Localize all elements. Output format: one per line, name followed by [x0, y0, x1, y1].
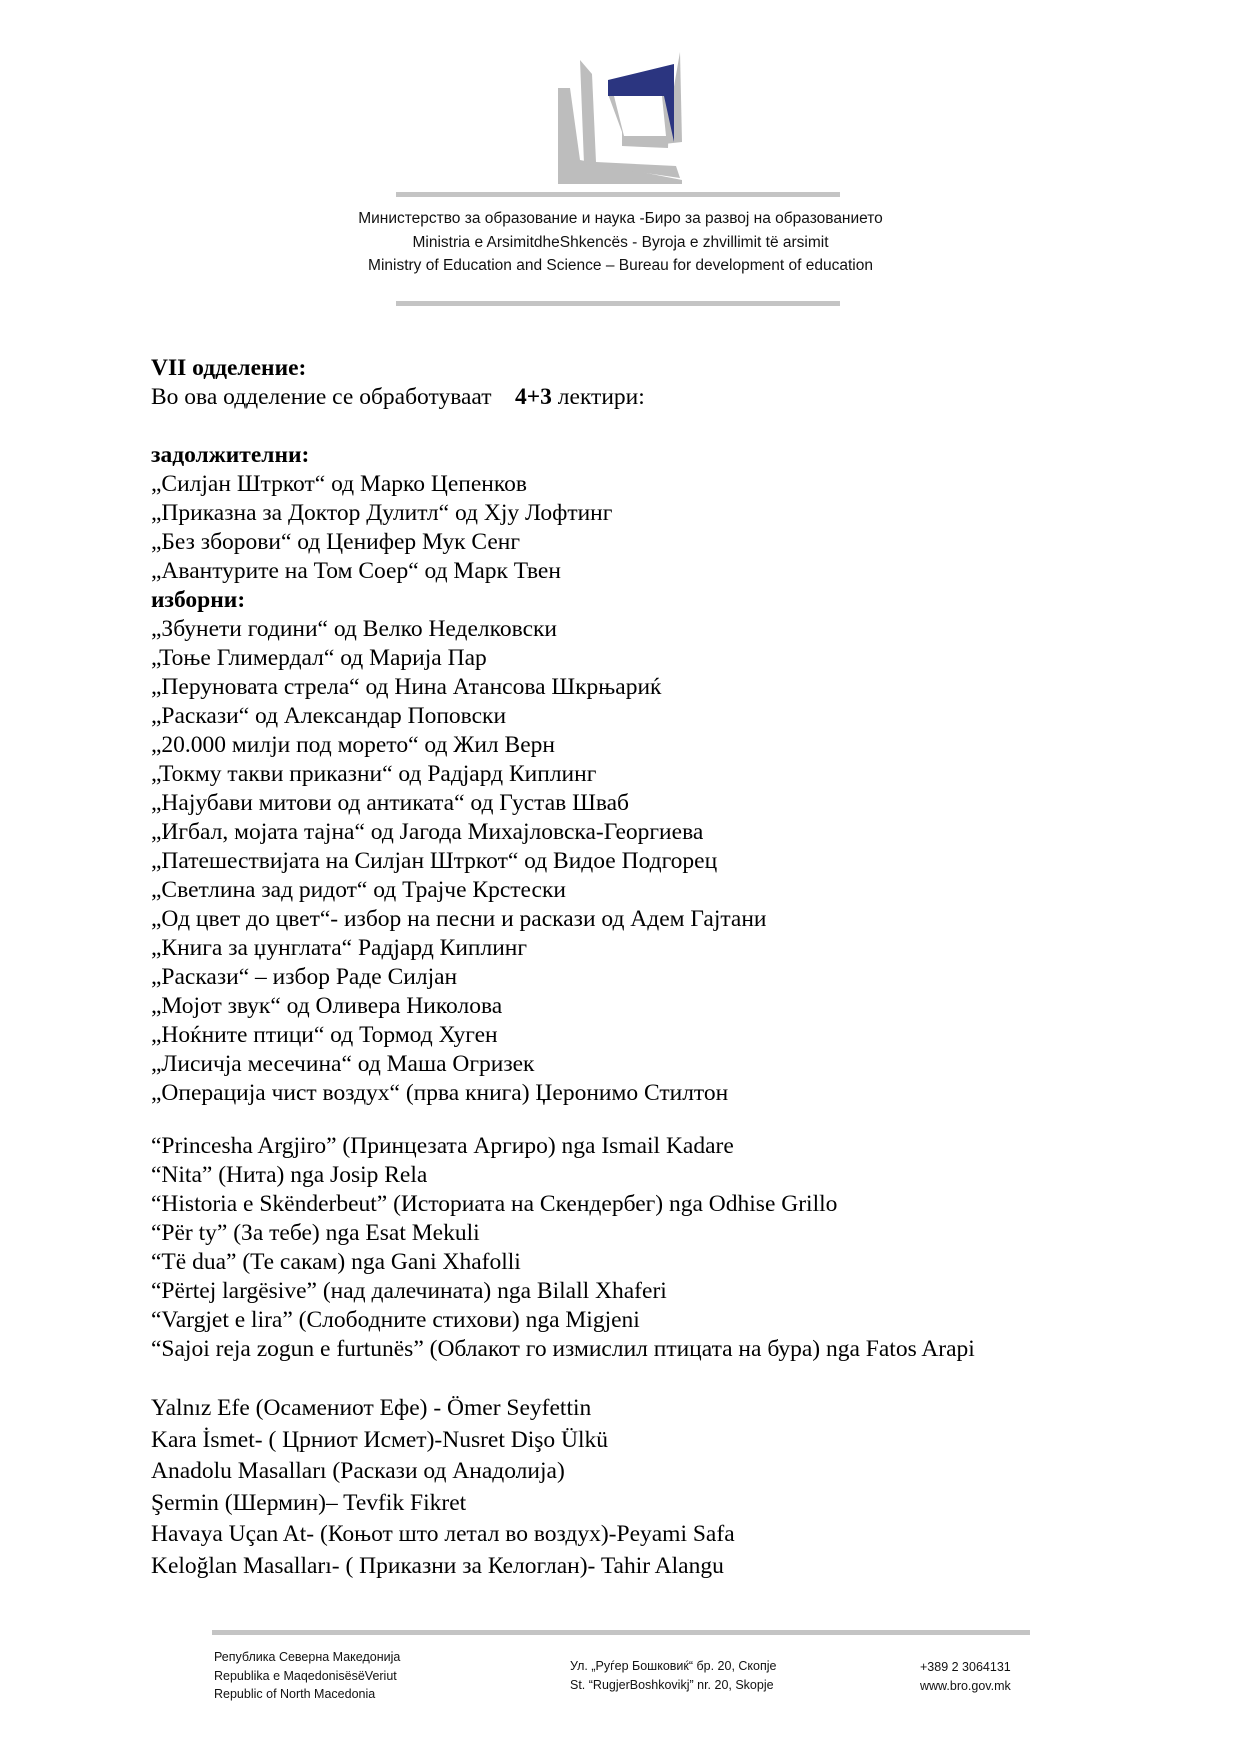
reading-list-albanian [151, 1132, 975, 1364]
list-item: Yalnız Efe (Осамениот Ефе) - Ömer Seyfettin [151, 1395, 592, 1421]
list-item: „Игбал, мојата тајна“ од Јагода Михајловска-Георгиева [151, 819, 704, 845]
list-item: „Силјан Штркот“ од Марко Цепенков [151, 471, 527, 497]
footer-rule [212, 1630, 1030, 1635]
reading-list-turkish [151, 1393, 735, 1583]
list-item: „Од цвет до цвет“- избор на песни и раскази од Адем Гајтани [151, 906, 767, 932]
phone-number: +389 2 3064131 [920, 1660, 1011, 1674]
list-item: Şermin (Шермин)– Tevfik Fikret [151, 1489, 467, 1516]
organization-name [0, 207, 1241, 278]
mandatory-list [151, 470, 1151, 586]
list-item: „20.000 милји под морето“ од Жил Верн [151, 732, 555, 758]
list-item: “Përtej largësive” (над далечината) nga Bilall Xhaferi [151, 1278, 667, 1304]
footer-contact [920, 1658, 1011, 1695]
reading-list-macedonian [151, 354, 1151, 1108]
list-item: “Sajoi reja zogun e furtunës” (Облакот го измислил птицата на бура) nga Fatos Arapi [151, 1336, 975, 1362]
list-item: „Перуновата стрела“ од Нина Атансова Шкрњариќ [151, 674, 662, 700]
address-sq: St. “RugjerBoshkovikj” nr. 20, Skopje [570, 1677, 774, 1692]
list-item: Keloğlan Masalları- ( Приказни за Келоглан)- Tahir Alangu [151, 1552, 724, 1579]
list-item: „Книга за џунглата“ Радјард Киплинг [151, 935, 528, 961]
intro-text [151, 383, 1151, 412]
list-item: “Historia e Skënderbeut” (Историата на Скендербег) nga Odhise Grillo [151, 1191, 838, 1217]
country-sq: Republika e MaqedonisësëVeriut [214, 1668, 397, 1683]
bro-logo-icon [558, 52, 686, 184]
list-item: “Vargjet e lira” (Слободните стихови) nga Migjeni [151, 1307, 640, 1333]
list-item: „Мојот звук“ од Оливера Николова [151, 993, 503, 1019]
list-item: Havaya Uçan At- (Коњот што летал во воздух)-Peyami Safa [151, 1521, 735, 1548]
list-item: „Збунети години“ од Велко Неделковски [151, 616, 558, 642]
org-name-sq: Ministria e ArsimitdheShkencës - Byroja e zhvillimit të arsimit [412, 233, 829, 251]
list-item: „Најубави митови од антиката“ од Густав Шваб [151, 790, 629, 816]
list-item: „Ноќните птици“ од Тормод Хуген [151, 1022, 498, 1048]
list-item: „Токму такви приказни“ од Радјард Киплинг [151, 761, 597, 787]
list-item: „Приказна за Доктор Дулитл“ од Хју Лофтинг [151, 500, 613, 526]
list-item: „Лисичја месечина“ од Маша Огризек [151, 1051, 535, 1077]
list-item: „Авантурите на Том Соер“ од Марк Твен [151, 558, 561, 584]
optional-list [151, 615, 1151, 1108]
website-link[interactable]: www.bro.gov.mk [920, 1678, 1011, 1693]
mandatory-heading: задолжителни: [151, 442, 310, 468]
footer-country [214, 1648, 400, 1704]
optional-heading: изборни: [151, 587, 246, 613]
list-item: „Без зборови“ од Ценифер Мук Сенг [151, 529, 520, 555]
list-item: „Тоње Глимердал“ од Марија Пар [151, 645, 487, 671]
list-item: “Për ty” (За тебе) nga Esat Mekuli [151, 1220, 480, 1246]
list-item: “Të dua” (Те сакам) nga Gani Xhafolli [151, 1249, 521, 1275]
country-en: Republic of North Macedonia [214, 1687, 376, 1701]
intro-suffix: лектири: [557, 384, 645, 410]
list-item: „Раскази“ од Александар Поповски [151, 703, 507, 729]
grade-heading: VII одделение: [151, 355, 307, 381]
footer-address [570, 1657, 777, 1694]
address-mk: Ул. „Руѓер Бошковиќ“ бр. 20, Скопје [570, 1659, 777, 1673]
list-item: “Nita” (Нита) nga Josip Rela [151, 1162, 428, 1188]
intro-prefix: Во ова одделение се обработуваат [151, 384, 492, 410]
spacer [151, 412, 1151, 441]
header-rule-top [396, 192, 840, 197]
org-name-mk: Министерство за образование и наука -Биро за развој на образованието [358, 210, 883, 227]
list-item: „Раскази“ – избор Раде Силјан [151, 964, 458, 990]
country-mk: Република Северна Македонија [214, 1650, 401, 1664]
list-item: „Светлина зад ридот“ од Трајче Крстески [151, 877, 566, 903]
list-item: „Операција чист воздух“ (прва книга) Џеронимо Стилтон [151, 1080, 729, 1106]
list-item: „Патешествијата на Силјан Штркот“ од Видое Подгорец [151, 848, 718, 874]
list-item: Anadolu Masalları (Раскази од Анадолија) [151, 1458, 565, 1485]
org-name-en: Ministry of Education and Science – Bureau for development of education [368, 257, 873, 274]
header-rule-bottom [396, 301, 840, 306]
list-item: “Princesha Argjiro” (Принцезата Аргиро) nga Ismail Kadare [151, 1133, 734, 1159]
list-item: Kara İsmet- ( Црниот Исмет)-Nusret Dişo Ülkü [151, 1426, 609, 1453]
intro-count: 4+3 [515, 384, 552, 410]
